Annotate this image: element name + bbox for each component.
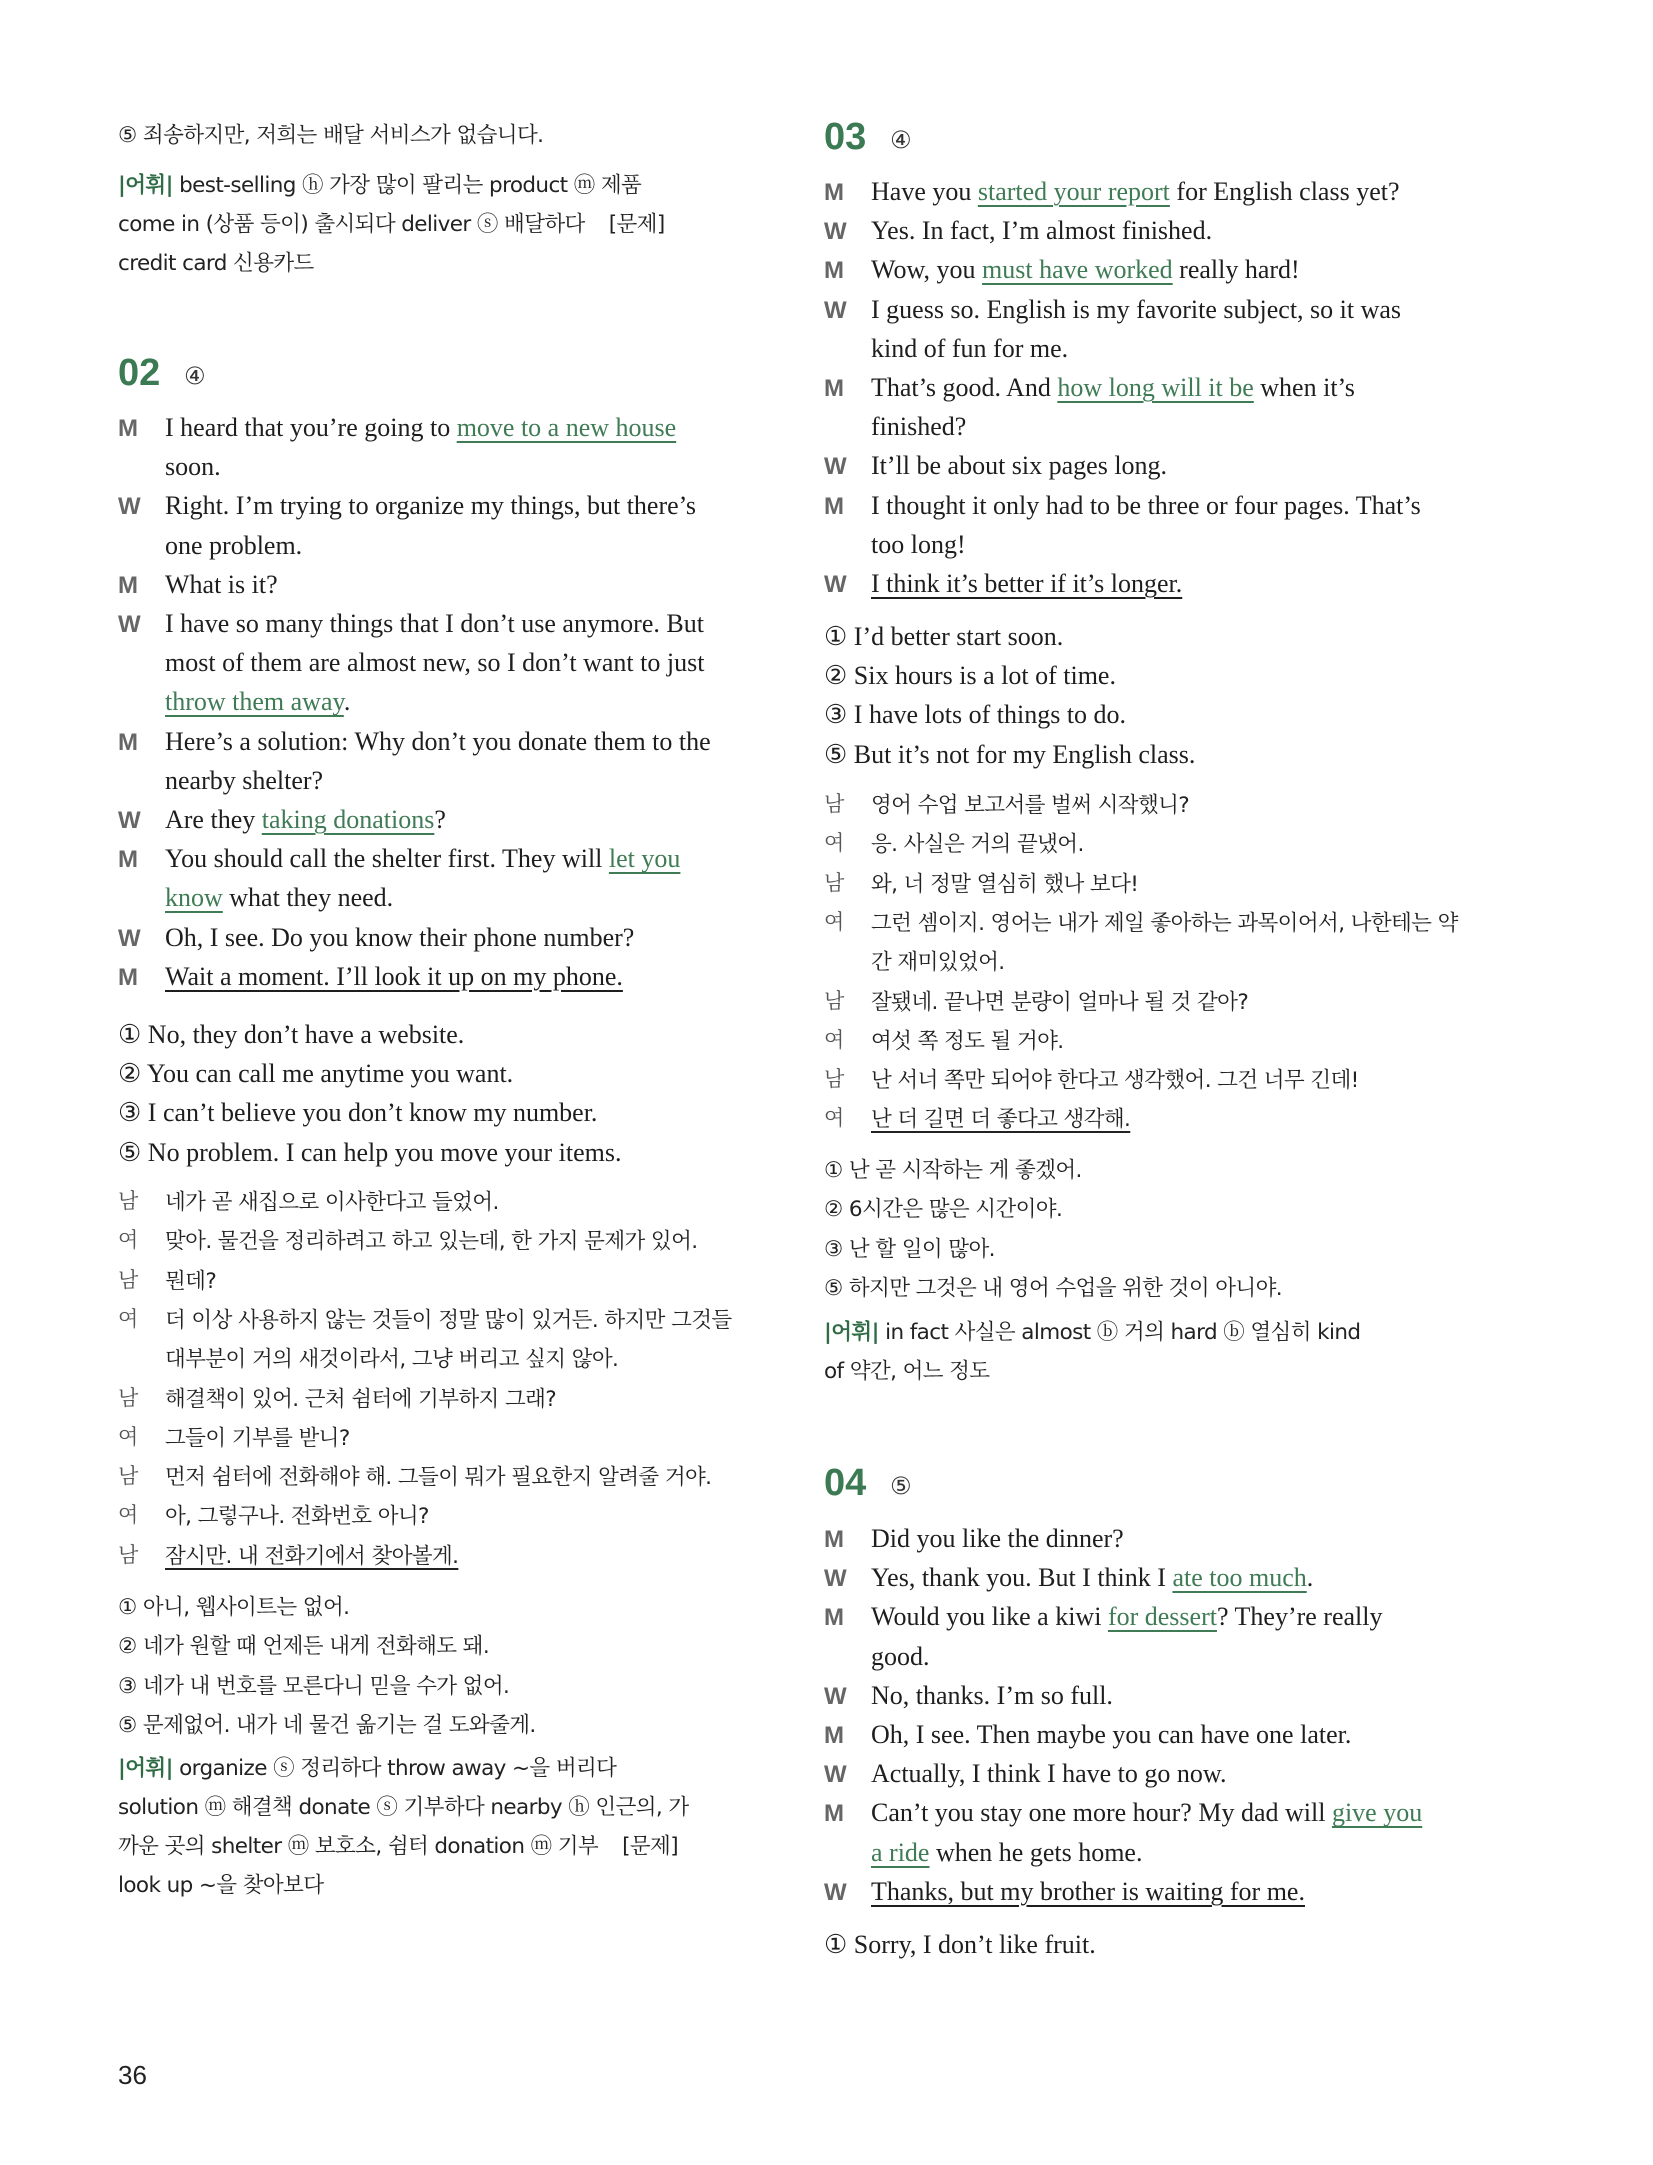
page-number: 36 [118,2060,147,2090]
speaker-label: 여 [118,1424,139,1449]
vocab-line: in fact 사실은 almost ⓑ 거의 hard ⓑ 열심히 kind [878,1320,1361,1345]
translation-line [871,985,1248,1016]
dialogue-line [871,1602,1383,1632]
dialogue-text: one problem. [165,530,303,560]
problem-tag: [문제] [622,1834,679,1859]
dialogue-text: Oh, I see. Then maybe you can have one later. [871,1720,1352,1749]
speaker-label: 여 [824,831,845,856]
dialogue-line [871,177,1400,207]
korean-option: ② 6시간은 많은 시간이야. [824,1197,1063,1223]
translation-text: 와, 너 정말 열심히 했나 보다! [871,871,1139,897]
vocab-label: |어휘| [824,1320,879,1345]
speaker-label: W [118,924,141,952]
translation-line [165,1303,732,1334]
dialogue-line [871,491,1421,521]
answer-option: ① I’d better start soon. [824,622,1064,651]
dialogue-text: Thanks, but my brother is waiting for me. [871,1876,1305,1906]
speaker-label: 남 [824,988,845,1013]
speaker-label: W [118,611,141,638]
translation-text: 여섯 쪽 정도 될 거야. [871,1028,1064,1054]
translation-text: 응. 사실은 거의 끝냈어. [871,832,1084,858]
translation-text: 잘됐네. 끝나면 분량이 얼마나 될 것 같아? [871,989,1249,1015]
speaker-label: 남 [118,1189,139,1213]
question-number-04: 04 [824,1462,867,1504]
dialogue-line [871,373,1355,403]
dialogue-line [871,295,1401,325]
dialogue-text: . [343,687,351,717]
dialogue-text: Did you like the dinner? [871,1524,1124,1553]
translation-text: 난 더 길면 더 좋다고 생각해. [871,1107,1131,1133]
speaker-label: W [824,1565,847,1593]
translation-line [165,1499,429,1530]
korean-option: ⑤ 문제없어. 내가 네 물건 옮기는 걸 도와줄게. [118,1712,536,1738]
translation-line [165,1224,697,1255]
dialogue-line [871,1563,1313,1593]
dialogue-text: Right. I’m trying to organize my things, but there’s [165,491,697,521]
korean-option: ③ 난 할 일이 많아. [824,1236,995,1262]
dialogue-line [871,255,1300,285]
dialogue-text: Oh, I see. Do you know their phone number? [165,922,635,952]
dialogue-text: Are they [165,805,262,834]
speaker-label: M [824,375,844,402]
translation-line [871,906,1458,937]
dialogue-line [871,1642,930,1672]
dialogue-text: No, thanks. I’m so full. [871,1680,1113,1710]
answer-option: ③ I have lots of things to do. [824,700,1127,730]
translation-text: 영어 수업 보고서를 벌써 시작했니? [871,793,1190,818]
speaker-label: M [824,179,844,206]
dictation-blank: taking donations [261,805,435,834]
speaker-label: W [118,807,141,834]
dialogue-text: I think it’s better if it’s longer. [871,569,1183,598]
dictation-blank: must have worked [982,255,1173,285]
translation-text: 네가 곧 새집으로 이사한다고 들었어. [165,1190,499,1215]
translation-line [165,1342,618,1373]
answer-mark-03: ④ [890,126,912,154]
dialogue-line [871,451,1167,481]
dialogue-line [165,805,446,835]
speaker-label: M [824,1722,844,1749]
translation-line [165,1264,216,1295]
speaker-label: 여 [118,1306,139,1331]
dialogue-text: Would you like a kiwi [871,1602,1108,1632]
dictation-blank: throw them away [165,687,344,717]
speaker-label: 남 [118,1267,139,1292]
translation-line [871,1063,1359,1094]
dialogue-text: good. [871,1641,930,1671]
dictation-blank: know [165,883,223,913]
dialogue-text: Here’s a solution: Why don’t you donate them to the [165,726,711,756]
dialogue-text: really hard! [1172,255,1300,285]
translation-line [871,827,1084,858]
dictation-blank: ate too much [1172,1563,1307,1593]
speaker-label: 남 [118,1542,139,1567]
dialogue-text: Wait a moment. I’ll look it up on my phone. [165,961,623,991]
dialogue-line [871,1838,1142,1868]
dialogue-line [165,687,350,717]
dialogue-line [165,491,696,521]
translation-line [871,945,1004,976]
speaker-label: W [824,453,847,481]
dialogue-line [165,766,323,796]
dialogue-text: what they need. [222,883,394,913]
translation-text: 난 서너 쪽만 되어야 한다고 생각했어. 그건 너무 긴데! [871,1068,1359,1094]
dictation-blank: let you [608,844,681,874]
speaker-label: M [824,492,844,520]
dialogue-line [871,412,966,442]
vocab-label: |어휘| [118,173,173,198]
dialogue-line [165,883,393,913]
korean-option: ③ 네가 내 번호를 모른다니 믿을 수가 없어. [118,1673,510,1699]
speaker-label: 여 [824,1106,845,1131]
translation-line [871,788,1189,819]
speaker-label: W [824,218,847,246]
dialogue-line [165,452,221,482]
dialogue-text: too long! [871,529,966,559]
dialogue-text: when he gets home. [929,1837,1143,1867]
dialogue-text: finished? [871,412,967,442]
translation-text: 그런 셈이지. 영어는 내가 제일 좋아하는 과목이어서, 나한테는 약 [871,910,1458,936]
korean-option: ② 네가 원할 때 언제든 내게 전화해도 돼. [118,1634,490,1660]
dialogue-text: ? They’re really [1216,1602,1383,1632]
dialogue-line [165,648,704,678]
answer-option: ① No, they don’t have a website. [118,1020,465,1049]
translation-line [165,1421,350,1452]
dialogue-line [871,334,1068,364]
vocab-line: solution ⓜ 해결책 donate ⓢ 기부하다 nearby ⓗ 인근의, 가 [118,1795,689,1820]
dialogue-text: I have so many things that I don’t use anymore. But [165,609,704,638]
vocab-line: look up ~을 찾아보다 [118,1873,324,1898]
answer-option: ② Six hours is a lot of time. [824,661,1116,691]
dialogue-line [871,1681,1113,1711]
dictation-blank: for dessert [1107,1602,1217,1632]
answer-mark-04: ⑤ [890,1472,912,1500]
dialogue-text: Actually, I think I have to go now. [871,1759,1227,1789]
dialogue-line [165,609,704,639]
translation-line [871,1024,1064,1055]
dictation-blank: give you [1331,1798,1423,1828]
vocab-line: 까운 곳의 shelter ⓜ 보호소, 쉼터 donation ⓜ 기부 [118,1834,599,1859]
dialogue-line [165,923,634,953]
answer-option: ⑤ But it’s not for my English class. [824,739,1196,769]
translation-text: 해결책이 있어. 근처 쉼터에 기부하지 그래? [165,1386,557,1412]
answer-option: ② You can call me anytime you want. [118,1059,514,1089]
vocab-line: of 약간, 어느 정도 [824,1359,990,1384]
translation-line [871,867,1138,898]
dialogue-line [165,962,623,992]
speaker-label: M [118,415,138,442]
speaker-label: 남 [824,792,845,816]
translation-text: 더 이상 사용하지 않는 것들이 정말 많이 있거든. 하지만 그것들 [165,1307,732,1333]
speaker-label: 여 [118,1503,139,1528]
problem-tag: [문제] [608,212,665,237]
translation-text: 간 재미있었어. [871,950,1005,976]
dialogue-text: I thought it only had to be three or four pages. That’s [871,490,1421,520]
vocab-label: |어휘| [118,1756,173,1781]
dictation-blank: started your report [977,177,1170,206]
answer-mark-02: ④ [184,362,206,390]
dialogue-text: Wow, you [871,255,983,285]
korean-option: ① 난 곧 시작하는 게 좋겠어. [824,1158,1082,1183]
dialogue-text: It’ll be about six pages long. [871,451,1168,481]
dialogue-line [871,569,1182,599]
dialogue-text: Have you [871,177,978,206]
dialogue-text: What is it? [165,569,278,599]
translation-line [165,1460,711,1491]
q01-last-option: ⑤ 죄송하지만, 저희는 배달 서비스가 없습니다. [118,123,544,148]
dialogue-text: I heard that you’re going to [165,413,457,442]
dialogue-text: for English class yet? [1169,177,1400,206]
speaker-label: M [118,963,138,991]
speaker-label: M [824,1526,844,1553]
dialogue-text: when it’s [1253,373,1355,402]
question-number-02: 02 [118,352,161,394]
speaker-label: M [824,1604,844,1632]
dialogue-line [165,727,711,757]
dialogue-text: kind of fun for me. [871,333,1069,363]
dialogue-line [165,531,302,561]
dialogue-line [871,1524,1124,1554]
speaker-label: M [118,728,138,756]
dialogue-text: nearby shelter? [165,765,324,795]
speaker-label: 남 [824,1067,845,1092]
dialogue-text: You should call the shelter first. They will [165,844,609,874]
dialogue-text: Yes, thank you. But I think I [871,1563,1173,1593]
korean-option: ⑤ 하지만 그것은 내 영어 수업을 위한 것이 아니야. [824,1275,1282,1301]
translation-line [165,1382,556,1413]
speaker-label: W [824,1761,847,1789]
speaker-label: W [824,1878,847,1906]
dialogue-text: Can’t you stay one more hour? My dad will [871,1798,1332,1828]
speaker-label: 여 [824,909,845,934]
korean-option: ① 아니, 웹사이트는 없어. [118,1595,350,1620]
vocab-line: come in (상품 등이) 출시되다 deliver ⓢ 배달하다 [118,212,585,237]
dialogue-text: Yes. In fact, I’m almost finished. [871,216,1213,246]
translation-text: 잠시만. 내 전화기에서 찾아볼게. [165,1543,459,1569]
vocab-line: best-selling ⓗ 가장 많이 팔리는 product ⓜ 제품 [172,173,642,198]
dialogue-text: ? [434,805,446,834]
translation-line [871,1102,1130,1133]
dictation-blank: move to a new house [456,413,677,442]
speaker-label: 남 [118,1464,139,1489]
question-number-03: 03 [824,116,867,158]
vocab-line: credit card 신용카드 [118,251,314,276]
translation-text: 아, 그렇구나. 전화번호 아니? [165,1504,429,1530]
translation-line [165,1539,458,1570]
dialogue-text: I guess so. English is my favorite subject, so it was [871,294,1402,324]
dialogue-line [871,216,1212,246]
speaker-label: M [824,1800,844,1828]
answer-option: ③ I can’t believe you don’t know my number. [118,1098,598,1128]
translation-text: 대부분이 거의 새것이라서, 그냥 버리고 싶지 않아. [165,1347,619,1373]
dialogue-line [871,530,966,560]
speaker-label: W [824,1682,847,1710]
answer-option: ① Sorry, I don’t like fruit. [824,1930,1096,1959]
speaker-label: M [824,257,844,285]
dialogue-text: most of them are almost new, so I don’t want to just [165,648,705,678]
speaker-label: W [824,296,847,324]
translation-text: 그들이 기부를 받니? [165,1425,350,1451]
dictation-blank: a ride [871,1837,930,1867]
dialogue-line [165,413,676,443]
answer-option: ⑤ No problem. I can help you move your items. [118,1137,622,1167]
speaker-label: W [118,493,141,521]
vocab-line: organize ⓢ 정리하다 throw away ~을 버리다 [172,1756,617,1781]
dialogue-text: That’s good. And [871,373,1058,402]
speaker-label: 남 [824,870,845,895]
dialogue-line [871,1759,1227,1789]
dialogue-text: . [1306,1563,1314,1593]
speaker-label: 여 [824,1027,845,1052]
speaker-label: 남 [118,1385,139,1410]
speaker-label: M [118,846,138,874]
speaker-label: M [118,571,138,599]
translation-text: 먼저 쉼터에 전화해야 해. 그들이 뭐가 필요한지 알려줄 거야. [165,1465,712,1491]
speaker-label: W [824,571,847,598]
dialogue-line [165,570,278,600]
dialogue-line [165,844,680,874]
dialogue-line [871,1798,1422,1828]
dialogue-line [871,1720,1351,1750]
speaker-label: 여 [118,1228,139,1253]
translation-line [165,1185,499,1216]
translation-text: 맞아. 물건을 정리하려고 하고 있는데, 한 가지 문제가 있어. [165,1229,698,1255]
translation-text: 뭔데? [165,1268,217,1294]
dialogue-text: soon. [165,452,221,482]
dialogue-line [871,1877,1305,1907]
dictation-blank: how long will it be [1057,373,1254,402]
